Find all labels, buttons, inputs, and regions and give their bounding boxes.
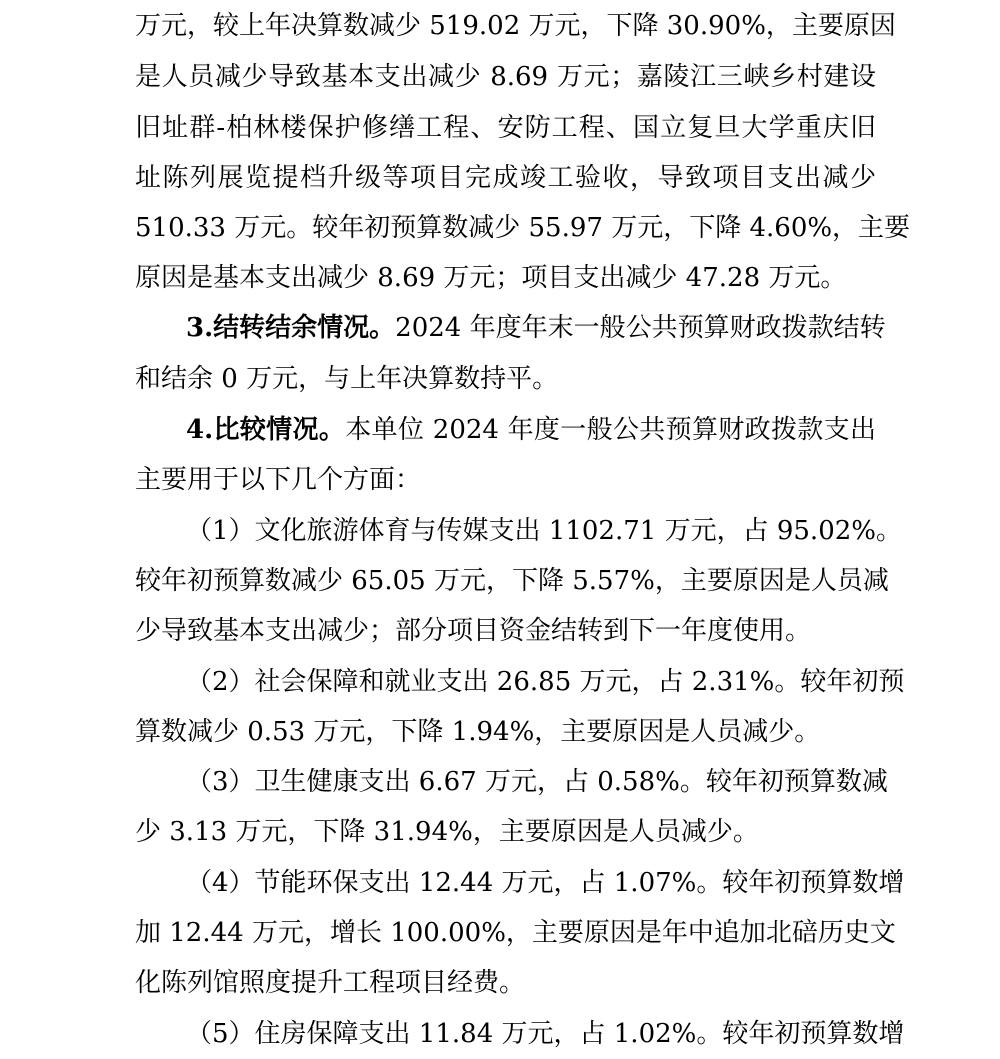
list-item-line: （1）文化旅游体育与传媒支出 1102.71 万元，占 95.02%。 [186,516,902,546]
list-item-line: （4）节能环保支出 12.44 万元，占 1.07%。较年初预算数增 [186,868,905,898]
body-text-line: 算数减少 0.53 万元，下降 1.94%，主要原因是人员减少。 [135,717,821,747]
body-text-line: 原因是基本支出减少 8.69 万元；项目支出减少 47.28 万元。 [135,263,847,293]
body-text-line: 址陈列展览提档升级等项目完成竣工验收，导致项目支出减少 [135,163,876,193]
list-item-line: （5）住房保障支出 11.84 万元，占 1.02%。较年初预算数增 [186,1019,905,1049]
body-text-line: 万元，较上年决算数减少 519.02 万元，下降 30.90%，主要原因 [135,11,896,41]
body-text-line: 是人员减少导致基本支出减少 8.69 万元；嘉陵江三峡乡村建设 [135,62,876,92]
body-text-line: 少 3.13 万元，下降 31.94%，主要原因是人员减少。 [135,817,759,847]
section-heading-line [186,308,886,348]
body-text: 2024 年度年末一般公共预算财政拨款结转 [395,313,886,343]
body-text-line: 510.33 万元。较年初预算数减少 55.97 万元，下降 4.60%，主要 [135,213,911,243]
body-text-line: 和结余 0 万元，与上年决算数持平。 [135,364,559,394]
body-text-line: 旧址群-柏林楼保护修缮工程、安防工程、国立复旦大学重庆旧 [135,113,876,143]
section-heading: 4.比较情况。 [186,415,346,445]
body-text: 本单位 2024 年度一般公共预算财政拨款支出 [345,415,876,445]
list-item-line: （2）社会保障和就业支出 26.85 万元，占 2.31%。较年初预 [186,667,905,697]
body-text-line: 主要用于以下几个方面： [135,465,422,495]
body-text-line: 加 12.44 万元，增长 100.00%，主要原因是年中追加北碚历史文 [135,918,896,948]
section-heading-line [186,410,876,450]
list-item-line: （3）卫生健康支出 6.67 万元，占 0.58%。较年初预算数减 [186,767,888,797]
body-text-line: 少导致基本支出减少；部分项目资金结转到下一年度使用。 [135,616,812,646]
body-text-line: 化陈列馆照度提升工程项目经费。 [135,968,526,998]
section-heading: 3.结转结余情况。 [186,313,396,343]
body-text-line: 较年初预算数减少 65.05 万元，下降 5.57%，主要原因是人员减 [135,566,889,596]
